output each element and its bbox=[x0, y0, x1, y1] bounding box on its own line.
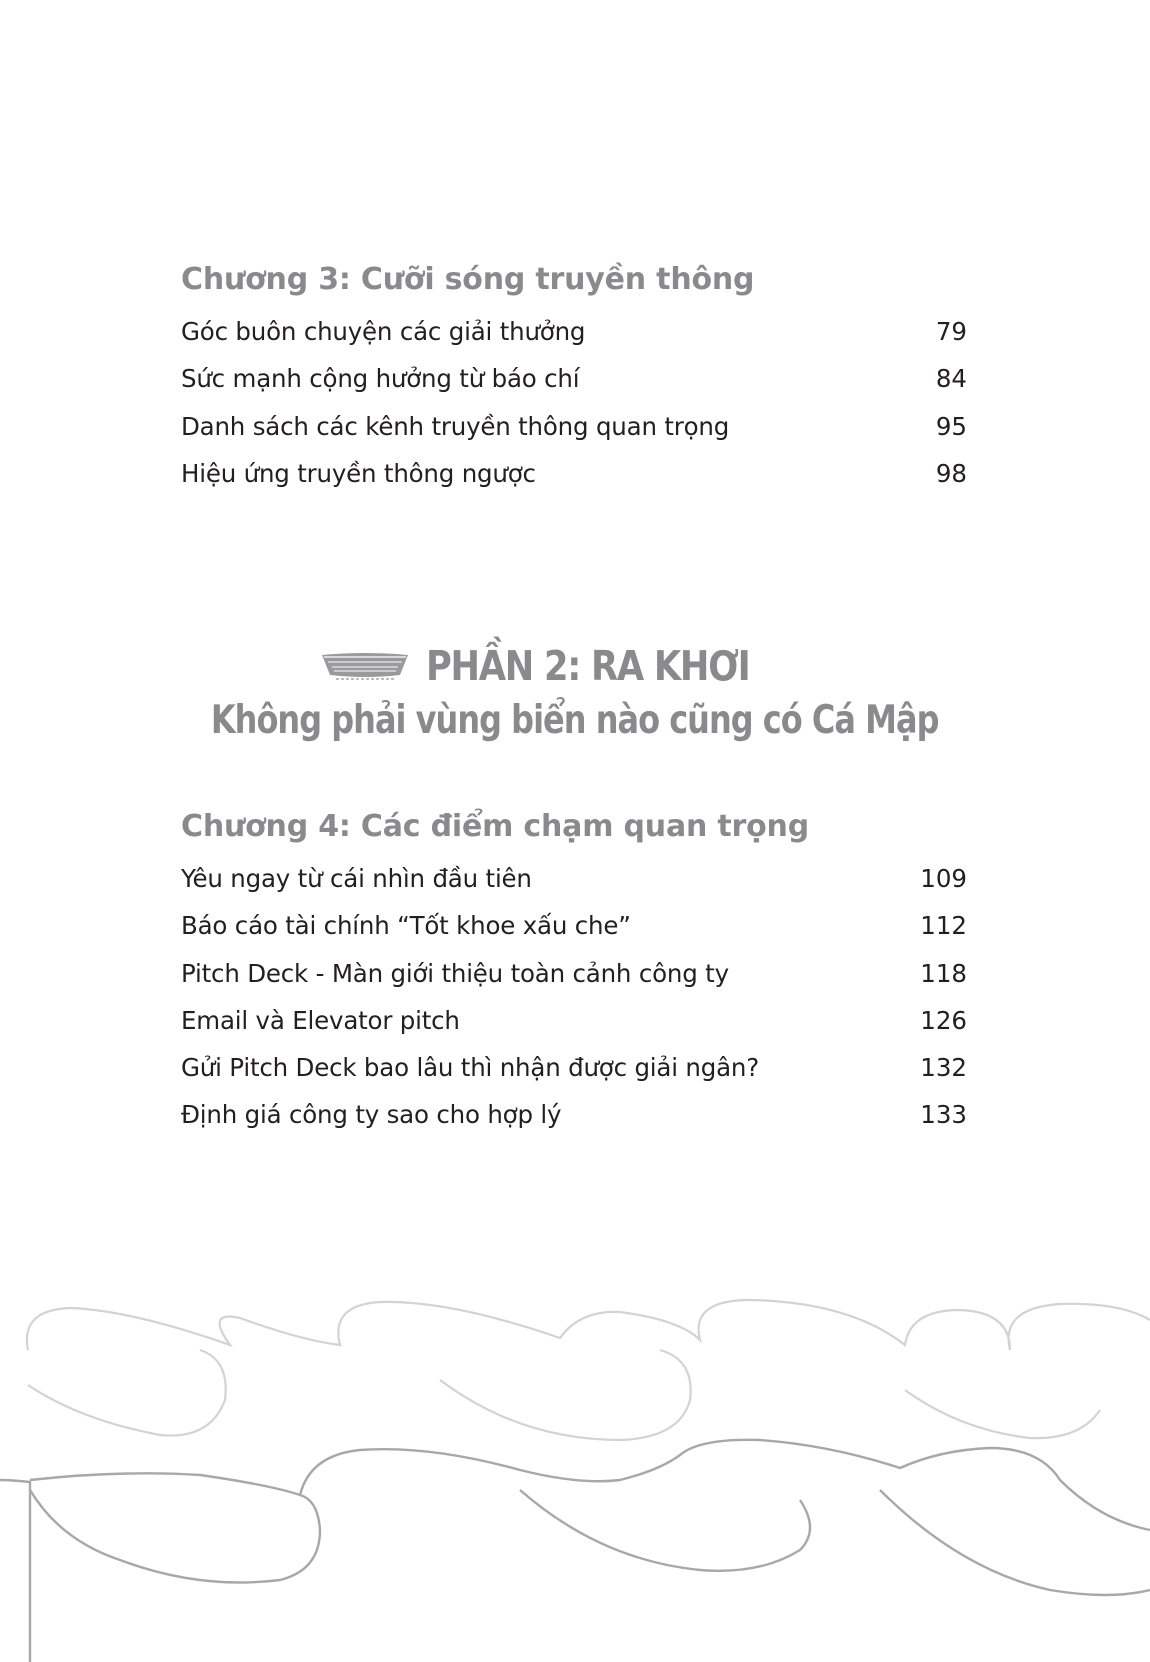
toc-entry-title: Email và Elevator pitch bbox=[181, 1005, 460, 1035]
wave-line-lower-back bbox=[30, 1490, 1150, 1595]
chapter-3-toc-list bbox=[181, 308, 967, 497]
toc-entry-title: Sức mạnh cộng hưởng từ báo chí bbox=[181, 364, 580, 394]
decorative-waves bbox=[0, 1290, 1150, 1662]
toc-entry-page: 109 bbox=[920, 864, 967, 893]
toc-entry-title: Góc buôn chuyện các giải thưởng bbox=[181, 317, 586, 346]
part-2-subtitle bbox=[0, 698, 1150, 743]
toc-entry[interactable] bbox=[181, 855, 967, 902]
toc-entry[interactable] bbox=[181, 355, 967, 402]
toc-entry-title: Định giá công ty sao cho hợp lý bbox=[181, 1100, 562, 1130]
part-2-subtitle-text: Không phải vùng biển nào cũng có Cá Mập bbox=[211, 698, 939, 743]
toc-entry[interactable] bbox=[181, 308, 967, 355]
toc-entry[interactable] bbox=[181, 950, 967, 997]
boat-icon bbox=[320, 649, 410, 683]
part-2-title: PHẦN 2: RA KHƠI bbox=[426, 642, 750, 690]
wave-line-upper-back bbox=[28, 1350, 1100, 1440]
toc-entry-page: 84 bbox=[935, 364, 967, 394]
toc-entry-page: 98 bbox=[935, 458, 967, 488]
toc-entry[interactable] bbox=[181, 1091, 967, 1138]
toc-entry[interactable] bbox=[181, 403, 967, 450]
wave-line-upper bbox=[27, 1300, 1150, 1350]
toc-entry-title: Danh sách các kênh truyền thông quan trọng bbox=[181, 411, 730, 441]
toc-entry-title: Gửi Pitch Deck bao lâu thì nhận được giải ngân? bbox=[181, 1053, 760, 1083]
toc-entry-page: 132 bbox=[920, 1053, 967, 1083]
toc-entry[interactable] bbox=[181, 902, 967, 949]
toc-entry[interactable] bbox=[181, 997, 967, 1044]
toc-entry-page: 79 bbox=[935, 317, 967, 346]
wave-line-lower bbox=[0, 1440, 1150, 1662]
part-2-heading bbox=[320, 640, 802, 692]
toc-entry[interactable] bbox=[181, 1044, 967, 1091]
chapter-4-section bbox=[181, 805, 967, 1139]
chapter-4-title: Chương 4: Các điểm chạm quan trọng bbox=[181, 809, 809, 844]
toc-entry-page: 118 bbox=[920, 958, 967, 988]
chapter-3-title: Chương 3: Cưỡi sóng truyền thông bbox=[181, 262, 755, 297]
toc-entry-page: 133 bbox=[920, 1100, 967, 1130]
toc-entry-title: Yêu ngay từ cái nhìn đầu tiên bbox=[181, 864, 532, 893]
toc-entry-title: Pitch Deck - Màn giới thiệu toàn cảnh công ty bbox=[181, 958, 729, 988]
toc-entry-title: Hiệu ứng truyền thông ngược bbox=[181, 458, 536, 488]
toc-entry-page: 95 bbox=[935, 411, 967, 441]
chapter-4-toc-list bbox=[181, 855, 967, 1139]
toc-entry-title: Báo cáo tài chính “Tốt khoe xấu che” bbox=[181, 911, 631, 941]
chapter-3-section bbox=[181, 258, 967, 497]
toc-entry-page: 112 bbox=[920, 911, 967, 941]
toc-entry-page: 126 bbox=[920, 1005, 967, 1035]
toc-entry[interactable] bbox=[181, 450, 967, 497]
